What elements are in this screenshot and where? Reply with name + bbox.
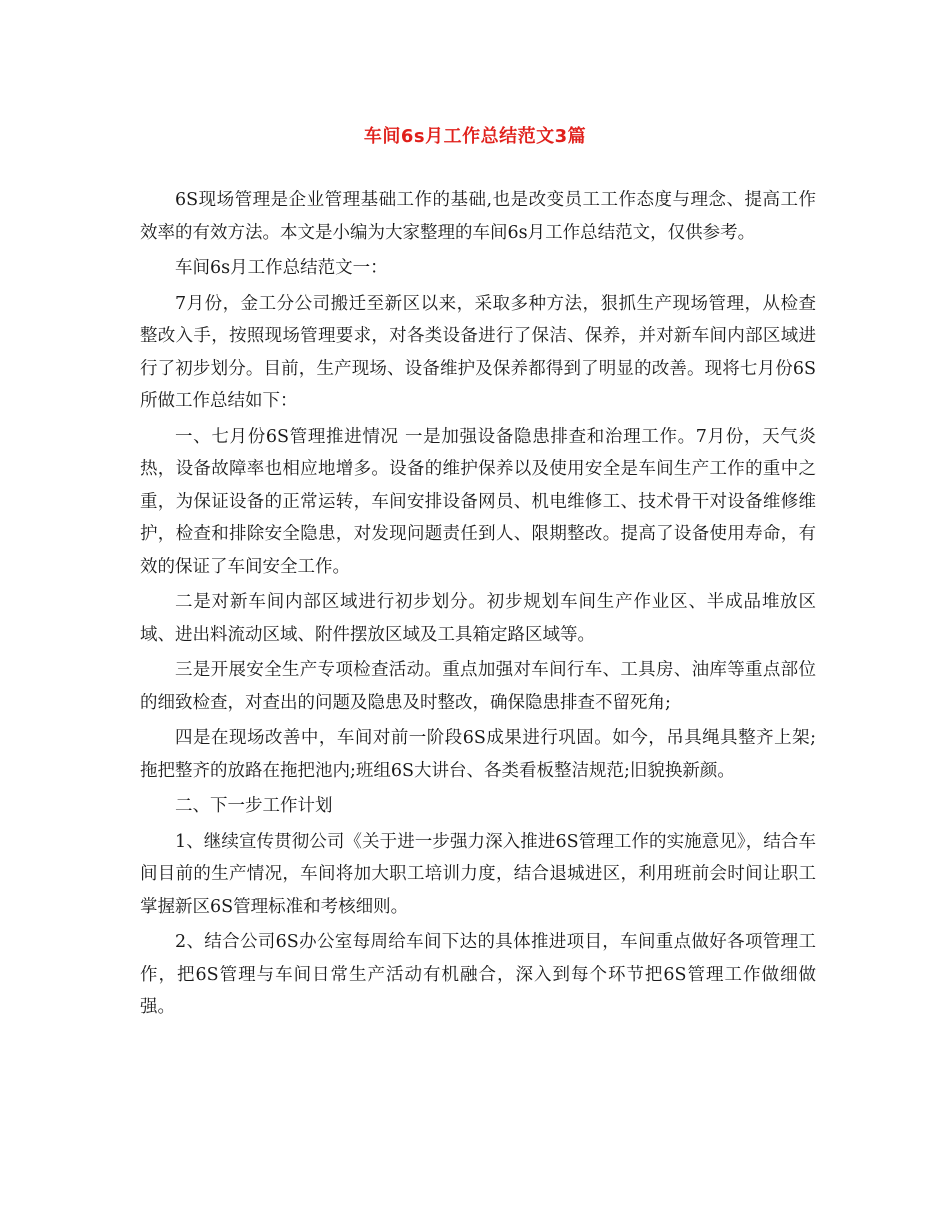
paragraph-intro: 6S现场管理是企业管理基础工作的基础,也是改变员工工作态度与理念、提高工作效率的有效方法。本文是小编为大家整理的车间6s月工作总结范文，仅供参考。 [140,190,816,243]
paragraph: 二是对新车间内部区域进行初步划分。初步规划车间生产作业区、半成品堆放区域、进出料流动区域、附件摆放区域及工具箱定路区域等。 [140,592,816,645]
paragraph: 三是开展安全生产专项检查活动。重点加强对车间行车、工具房、油库等重点部位的细致检查，对查出的问题及隐患及时整改，确保隐患排查不留死角; [140,660,816,713]
paragraph-section-heading-2: 二、下一步工作计划 [175,796,333,816]
paragraph: 1、继续宣传贯彻公司《关于进一步强力深入推进6S管理工作的实施意见》，结合车间目前的生产情况，车间将加大职工培训力度，结合退城进区，利用班前会时间让职工掌握新区6S管理标准和考核细则。 [140,831,816,917]
paragraph: 一、七月份6S管理推进情况 一是加强设备隐患排查和治理工作。7月份，天气炎热，设备故障率也相应地增多。设备的维护保养以及使用安全是车间生产工作的重中之重，为保证设备的正常运转，车间安排设备网员、机电维修工、技术骨干对设备维修维护，检查和排除安全隐患，对发现问题责任到人、限期整改。提高了设备使用寿命，有效的保证了车间安全工作。 [140,426,816,577]
paragraph: 四是在现场改善中，车间对前一阶段6S成果进行巩固。如今，吊具绳具整齐上架;拖把整齐的放路在拖把池内;班组6S大讲台、各类看板整洁规范;旧貌换新颜。 [140,728,816,781]
paragraph-section-heading-1: 车间6s月工作总结范文一： [175,258,388,278]
document-body [140,184,816,1027]
paragraph: 7月份，金工分公司搬迁至新区以来，采取多种方法，狠抓生产现场管理，从检查整改入手，按照现场管理要求，对各类设备进行了保洁、保养，并对新车间内部区域进行了初步划分。目前，生产现场、设备维护及保养都得到了明显的改善。现将七月份6S所做工作总结如下： [140,293,816,411]
document-title: 车间6s月工作总结范文3篇 [363,126,587,147]
paragraph: 2、结合公司6S办公室每周给车间下达的具体推进项目，车间重点做好各项管理工作，把6S管理与车间日常生产活动有机融合，深入到每个环节把6S管理工作做细做强。 [140,932,816,1017]
